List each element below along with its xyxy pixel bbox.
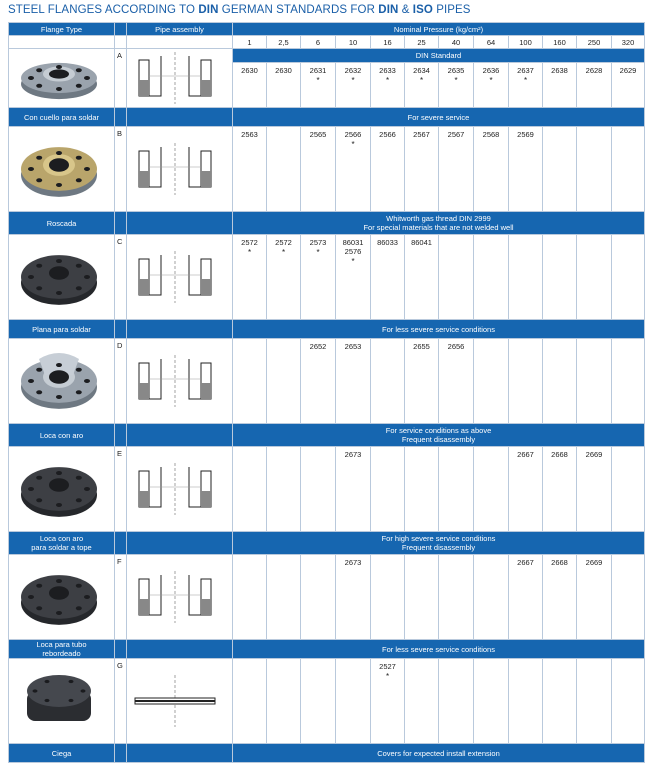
din-number-cell: 2638 — [543, 63, 577, 108]
din-number-cell — [612, 235, 645, 320]
din-number-cell: 2566 — [371, 127, 405, 212]
assembly-drawing — [127, 339, 233, 424]
assembly-drawing — [127, 235, 233, 320]
asterisk-mark: * — [419, 76, 424, 85]
din-number-cell: 2652 — [301, 339, 336, 424]
flange-type-label: Con cuello para soldar — [9, 108, 115, 127]
din-number-cell — [301, 555, 336, 640]
din-number-cell: 2636 * — [474, 63, 509, 108]
table-row — [9, 659, 645, 744]
din-number-cell — [509, 235, 543, 320]
flange-type-label: Ciega — [9, 744, 115, 763]
flange-photo — [9, 49, 115, 108]
din-standard-band: DIN Standard — [233, 49, 645, 63]
din-number-cell: 2635 * — [439, 63, 474, 108]
flange-type-label: Loca con aro — [9, 424, 115, 447]
pressure-col-header: 320 — [612, 36, 645, 49]
din-number-cell: 2668 — [543, 555, 577, 640]
flange-table — [8, 22, 645, 763]
din-number-cell: 2673 — [336, 447, 371, 532]
din-number-cell — [612, 659, 645, 744]
pressure-col-header: 160 — [543, 36, 577, 49]
din-number-cell — [543, 127, 577, 212]
din-number-cell — [474, 235, 509, 320]
pressure-col-header: 6 — [301, 36, 336, 49]
din-number-cell — [301, 447, 336, 532]
din-number-cell — [301, 659, 336, 744]
din-number-cell — [267, 127, 301, 212]
pressure-col-header: 1 — [233, 36, 267, 49]
din-number-cell — [405, 447, 439, 532]
page-title: STEEL FLANGES ACCORDING TO DIN GERMAN STANDARDS FOR DIN & ISO PIPES — [8, 4, 471, 16]
asterisk-mark: * — [454, 76, 458, 85]
din-number-cell: 86033 — [371, 235, 405, 320]
asterisk-mark: * — [316, 248, 320, 257]
asterisk-mark: * — [351, 76, 355, 85]
row-letter: E — [115, 447, 127, 532]
table-row — [9, 555, 645, 640]
flange-type-header: Flange Type — [9, 23, 115, 36]
pressure-col-header: 16 — [371, 36, 405, 49]
din-number-cell — [577, 339, 612, 424]
din-number-cell — [543, 659, 577, 744]
din-number-cell — [577, 659, 612, 744]
flange-photo — [9, 555, 115, 640]
din-number-cell: 2653 — [336, 339, 371, 424]
service-note-band: For less severe service conditions — [233, 640, 645, 659]
service-note-band: For service conditions as above Frequent disassembly — [233, 424, 645, 447]
table-row — [9, 49, 645, 63]
row-letter: A — [115, 49, 127, 108]
din-number-cell: 2633 * — [371, 63, 405, 108]
pressure-col-header: 25 — [405, 36, 439, 49]
din-number-cell — [612, 339, 645, 424]
pressure-col-header: 10 — [336, 36, 371, 49]
din-number-cell — [336, 659, 371, 744]
service-note-band: Whitworth gas thread DIN 2999 For special materials that are not welded well — [233, 212, 645, 235]
table-row — [9, 339, 645, 424]
din-number-cell: 2572 * — [267, 235, 301, 320]
din-number-cell: 2628 — [577, 63, 612, 108]
din-number-cell — [612, 127, 645, 212]
din-number-cell: 2567 — [405, 127, 439, 212]
row-letter: G — [115, 659, 127, 744]
pressure-col-header: 100 — [509, 36, 543, 49]
din-number-cell — [233, 447, 267, 532]
asterisk-mark: * — [351, 257, 355, 266]
din-number-cell: 2667 — [509, 447, 543, 532]
din-number-cell: 2630 — [233, 63, 267, 108]
din-number-cell: 2668 — [543, 447, 577, 532]
din-number-cell — [509, 659, 543, 744]
din-number-cell — [405, 555, 439, 640]
din-number-cell: 2569 — [509, 127, 543, 212]
pressure-col-header: 2,5 — [267, 36, 301, 49]
din-number-cell — [474, 339, 509, 424]
table-row — [9, 447, 645, 532]
din-number-cell: 2567 — [439, 127, 474, 212]
din-number-cell: 2632 * — [336, 63, 371, 108]
din-number-cell: 2630 — [267, 63, 301, 108]
din-number-cell — [267, 339, 301, 424]
din-number-cell: 2629 — [612, 63, 645, 108]
din-number-cell — [371, 447, 405, 532]
flange-photo — [9, 339, 115, 424]
din-number-cell: 86031 2576 * — [336, 235, 371, 320]
din-number-cell: 2637 * — [509, 63, 543, 108]
din-number-cell: 2634 * — [405, 63, 439, 108]
din-number-cell — [474, 447, 509, 532]
service-note-band: Covers for expected install extension — [233, 744, 645, 763]
pressure-col-header: 40 — [439, 36, 474, 49]
din-number-cell — [405, 659, 439, 744]
row-letter: F — [115, 555, 127, 640]
assembly-drawing — [127, 659, 233, 744]
din-number-cell — [267, 447, 301, 532]
din-number-cell — [439, 555, 474, 640]
assembly-drawing — [127, 555, 233, 640]
asterisk-mark: * — [489, 76, 493, 85]
din-number-cell — [612, 447, 645, 532]
row-letter: B — [115, 127, 127, 212]
din-number-cell: 2572 * — [233, 235, 267, 320]
pressure-col-header: 64 — [474, 36, 509, 49]
pressure-col-header: 250 — [577, 36, 612, 49]
din-number-cell: 2669 — [577, 447, 612, 532]
din-number-cell: 2673 — [336, 555, 371, 640]
din-number-cell: 2656 — [439, 339, 474, 424]
din-number-cell — [233, 659, 267, 744]
flange-photo — [9, 235, 115, 320]
din-number-cell — [543, 235, 577, 320]
din-number-cell — [439, 659, 474, 744]
service-note-band: For high severe service conditions Frequent disassembly — [233, 532, 645, 555]
din-number-cell — [612, 555, 645, 640]
din-number-cell: 2655 — [405, 339, 439, 424]
din-number-cell: 2527 * — [371, 659, 405, 744]
din-number-cell: 86041 — [405, 235, 439, 320]
assembly-drawing — [127, 127, 233, 212]
flange-type-label: Loca con aro para soldar a tope — [9, 532, 115, 555]
din-number-cell — [439, 235, 474, 320]
din-number-cell — [371, 555, 405, 640]
table-row — [9, 127, 645, 212]
flange-type-label: Roscada — [9, 212, 115, 235]
assembly-drawing — [127, 49, 233, 108]
assembly-drawing — [127, 447, 233, 532]
din-number-cell: 2563 — [233, 127, 267, 212]
asterisk-mark: * — [385, 76, 390, 85]
pipe-assembly-header: Pipe assembly — [127, 23, 233, 36]
din-number-cell — [267, 659, 301, 744]
din-number-cell — [439, 447, 474, 532]
flange-type-label: Loca para tubo rebordeado — [9, 640, 115, 659]
din-number-cell — [577, 127, 612, 212]
din-number-cell — [233, 339, 267, 424]
asterisk-mark: * — [281, 248, 286, 257]
din-number-cell: 2568 — [474, 127, 509, 212]
din-number-cell: 2667 — [509, 555, 543, 640]
flange-photo — [9, 447, 115, 532]
din-number-cell: 2566 * — [336, 127, 371, 212]
asterisk-mark: * — [385, 672, 390, 681]
service-note-band: For less severe service conditions — [233, 320, 645, 339]
din-number-cell: 2631 * — [301, 63, 336, 108]
nominal-pressure-header: Nominal Pressure (kg/cm²) — [233, 23, 645, 36]
din-number-cell: 2669 — [577, 555, 612, 640]
asterisk-mark: * — [247, 248, 252, 257]
flange-photo — [9, 659, 115, 744]
row-letter: C — [115, 235, 127, 320]
din-number-cell — [371, 339, 405, 424]
service-note-band: For severe service — [233, 108, 645, 127]
row-letter: D — [115, 339, 127, 424]
din-number-cell — [267, 555, 301, 640]
din-number-cell — [474, 659, 509, 744]
flange-type-label: Plana para soldar — [9, 320, 115, 339]
din-number-cell — [577, 235, 612, 320]
asterisk-mark: * — [351, 140, 355, 149]
din-number-cell — [543, 339, 577, 424]
flange-photo — [9, 127, 115, 212]
din-number-cell: 2573 * — [301, 235, 336, 320]
din-number-cell: 2565 — [301, 127, 336, 212]
din-number-cell — [233, 555, 267, 640]
asterisk-mark: * — [316, 76, 320, 85]
table-row — [9, 235, 645, 320]
asterisk-mark: * — [523, 76, 528, 85]
din-number-cell — [474, 555, 509, 640]
din-number-cell — [509, 339, 543, 424]
